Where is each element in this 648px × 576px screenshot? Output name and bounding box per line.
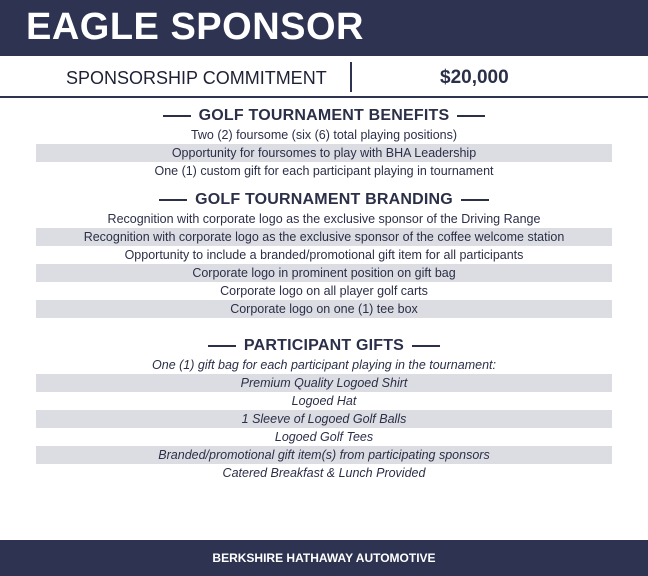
list-item: Recognition with corporate logo as the exclusive sponsor of the Driving Range [107,212,541,226]
footer-banner [0,540,648,576]
title-rule-right [457,115,485,117]
list-item: One (1) custom gift for each participant playing in tournament [154,164,494,178]
list-item: Corporate logo on all player golf carts [220,284,428,298]
list-item: 1 Sleeve of Logoed Golf Balls [36,410,612,428]
list-item: Two (2) foursome (six (6) total playing positions) [190,128,458,142]
section-title-text: GOLF TOURNAMENT BRANDING [195,191,453,208]
title-rule-left [208,345,236,347]
commitment-amount: $20,000 [440,67,509,88]
list-item: Branded/promotional gift item(s) from participating sponsors [36,446,612,464]
section-participant-gifts [36,336,612,482]
list-item: One (1) gift bag for each participant playing in the tournament: [152,358,496,372]
commitment-divider [350,62,352,92]
title-rule-left [163,115,191,117]
title-rule-left [159,199,187,201]
list-item: Logoed Golf Tees [274,430,374,444]
page-title: EAGLE SPONSOR [26,6,364,48]
commitment-label: SPONSORSHIP COMMITMENT [66,68,327,88]
list-item: Recognition with corporate logo as the exclusive sponsor of the coffee welcome station [36,228,612,246]
list-item: Opportunity to include a branded/promotional gift item for all participants [124,248,524,262]
header-banner [0,0,648,56]
section-title-branding [36,190,612,210]
list-item: Corporate logo on one (1) tee box [36,300,612,318]
section-benefits [36,106,612,180]
section-branding [36,190,612,318]
section-title-gifts [36,336,612,356]
list-item: Opportunity for foursomes to play with BHA Leadership [36,144,612,162]
list-item: Corporate logo in prominent position on gift bag [36,264,612,282]
sponsorship-commitment-bar [0,56,648,98]
title-rule-right [412,345,440,347]
section-title-text: GOLF TOURNAMENT BENEFITS [198,107,450,124]
section-title-text: PARTICIPANT GIFTS [243,337,405,354]
section-title-benefits [36,106,612,126]
list-item: Premium Quality Logoed Shirt [36,374,612,392]
list-item: Catered Breakfast & Lunch Provided [222,466,426,480]
list-item: Logoed Hat [291,394,357,408]
title-rule-right [461,199,489,201]
footer-brand: BERKSHIRE HATHAWAY AUTOMOTIVE [212,551,436,565]
